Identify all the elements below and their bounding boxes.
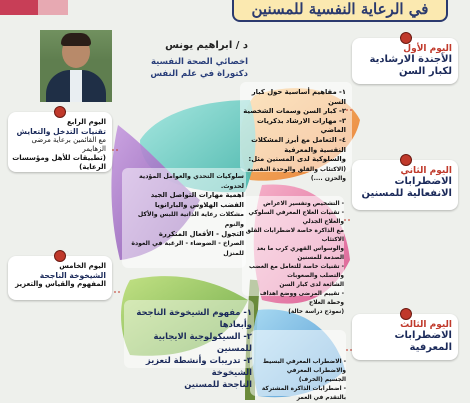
list-item: ٢- كبار السن وسمات الشخصية [243,107,346,116]
doctor-credential-line: اخصائي الصحة النفسية [150,57,248,67]
list-item: الشائعة لدى كبار السن [279,282,344,288]
day4-number: اليوم الرابع [66,118,106,126]
doctor-credentials [120,56,248,80]
day5-title: الشيخوخة الناجحة [39,271,106,280]
list-item: - تقنيات العلاج المعرفي السلوكي والعلاج الجدلي [248,210,344,225]
pin-icon [54,106,66,118]
day1-list [238,88,346,184]
day3-number: اليوم الثالث [400,320,452,330]
day3-title: الاضطرابات المعرفية [394,330,452,353]
list-item: - اضطرابات الذاكرة المشتركة بالتقدم في العمر [261,386,346,401]
list-item: والوسواس القهري كرب ما بعد الصدمة للمسنين [256,246,344,261]
day4-desc-line: (تطبيقات للأهل ومؤسسات الرعاية) [12,154,106,171]
day2-card [352,160,458,210]
list-item: والسلوكية لدى المسنين مثل: [248,155,346,164]
list-item: الصراخ - الضوضاء - الرغبة في العودة للمنزل [131,240,244,257]
doctor-name: د / ابراهيم يونس [165,40,248,51]
day3-list [252,358,346,403]
list-item: ٣- تدريبات وأنشطة لتعزيز الشيخوخة [145,355,252,377]
list-item: الجسيم (الخرف) [298,377,346,383]
list-item: ٤- التعامل مع أبرز المشكلات النفسية والمعرفية [251,135,346,154]
day4-list [118,172,244,258]
list-item: الفضب الهلاوس والبارانويا [154,200,244,209]
list-item: ٣- مهارات الارشاد بذكريات الماضي [256,116,346,135]
list-item: التجول - الأفعال المتكررة [158,229,244,238]
doctor-photo [40,30,112,102]
day2-number: اليوم الثاني [400,166,452,176]
day4-desc-line: مع القائمين برعاية مرضى الزهايمر [31,136,106,153]
pin-icon [54,250,66,262]
day5-list [118,306,252,390]
list-item: (نموذج دراسة حالة) [288,309,344,315]
list-item: - تقنيات خاصة للتعامل مع الغضب والتصلب والصعوبات [248,264,344,279]
day5-card [8,256,112,300]
day4-title: تقنيات التدخل والتعايش [16,127,106,136]
list-item: ١- مفهوم الشيخوخة الناجحة وأبعادها [136,307,252,329]
list-item: - تقييم المرضى ووضع اهداف وخطة العلاج [259,291,344,306]
day1-number: اليوم الأول [403,44,452,54]
day2-title: الاضطرابات الانفعالية للمسنين [361,176,452,199]
day5-desc-line: المفهوم والقياس والتعزيز [15,280,106,288]
list-item: مشكلات رعاية الذاتية اللبس والأكل والنوم [137,211,244,228]
list-item: الناجحة للمسنين [184,379,252,389]
day4-card [8,112,112,172]
list-item: ١- مفاهيم أساسية حول كبار السن [251,88,346,106]
decorative-strip-light [38,0,68,15]
doctor-credential-line: دكتوراة في علم النفس [150,69,248,79]
day5-number: اليوم الخامس [59,262,106,270]
pin-icon [400,154,412,166]
day1-title: الأجندة الارشادية لكبار السن [369,54,452,77]
list-item: (الاكتئاب والقلق والوحدة النفسية والحزن ....) [247,165,346,183]
pin-icon [400,32,412,44]
day3-card [352,314,458,360]
pin-icon [400,308,412,320]
list-item: - الاضطراب المعرفي البسيط والاضطراب المعرفي [262,359,346,374]
list-item: - التشخيص وتفسير الاعراض [263,201,344,207]
list-item: اهمية مهارات التواصل الجيد [150,191,244,200]
list-item: ٢- السيكولوجية الايجابية للمسنين [153,331,252,353]
page-title: في الرعاية النفسية للمسنين [232,0,448,22]
list-item: سلوكيات التحدي والعوامل المؤدية لحدوث. [139,173,244,190]
day1-card [352,38,458,84]
day2-list [244,200,344,317]
list-item: مع الذاكرة خاصة لاضطرابات القلق الاكتئاب [245,228,344,243]
